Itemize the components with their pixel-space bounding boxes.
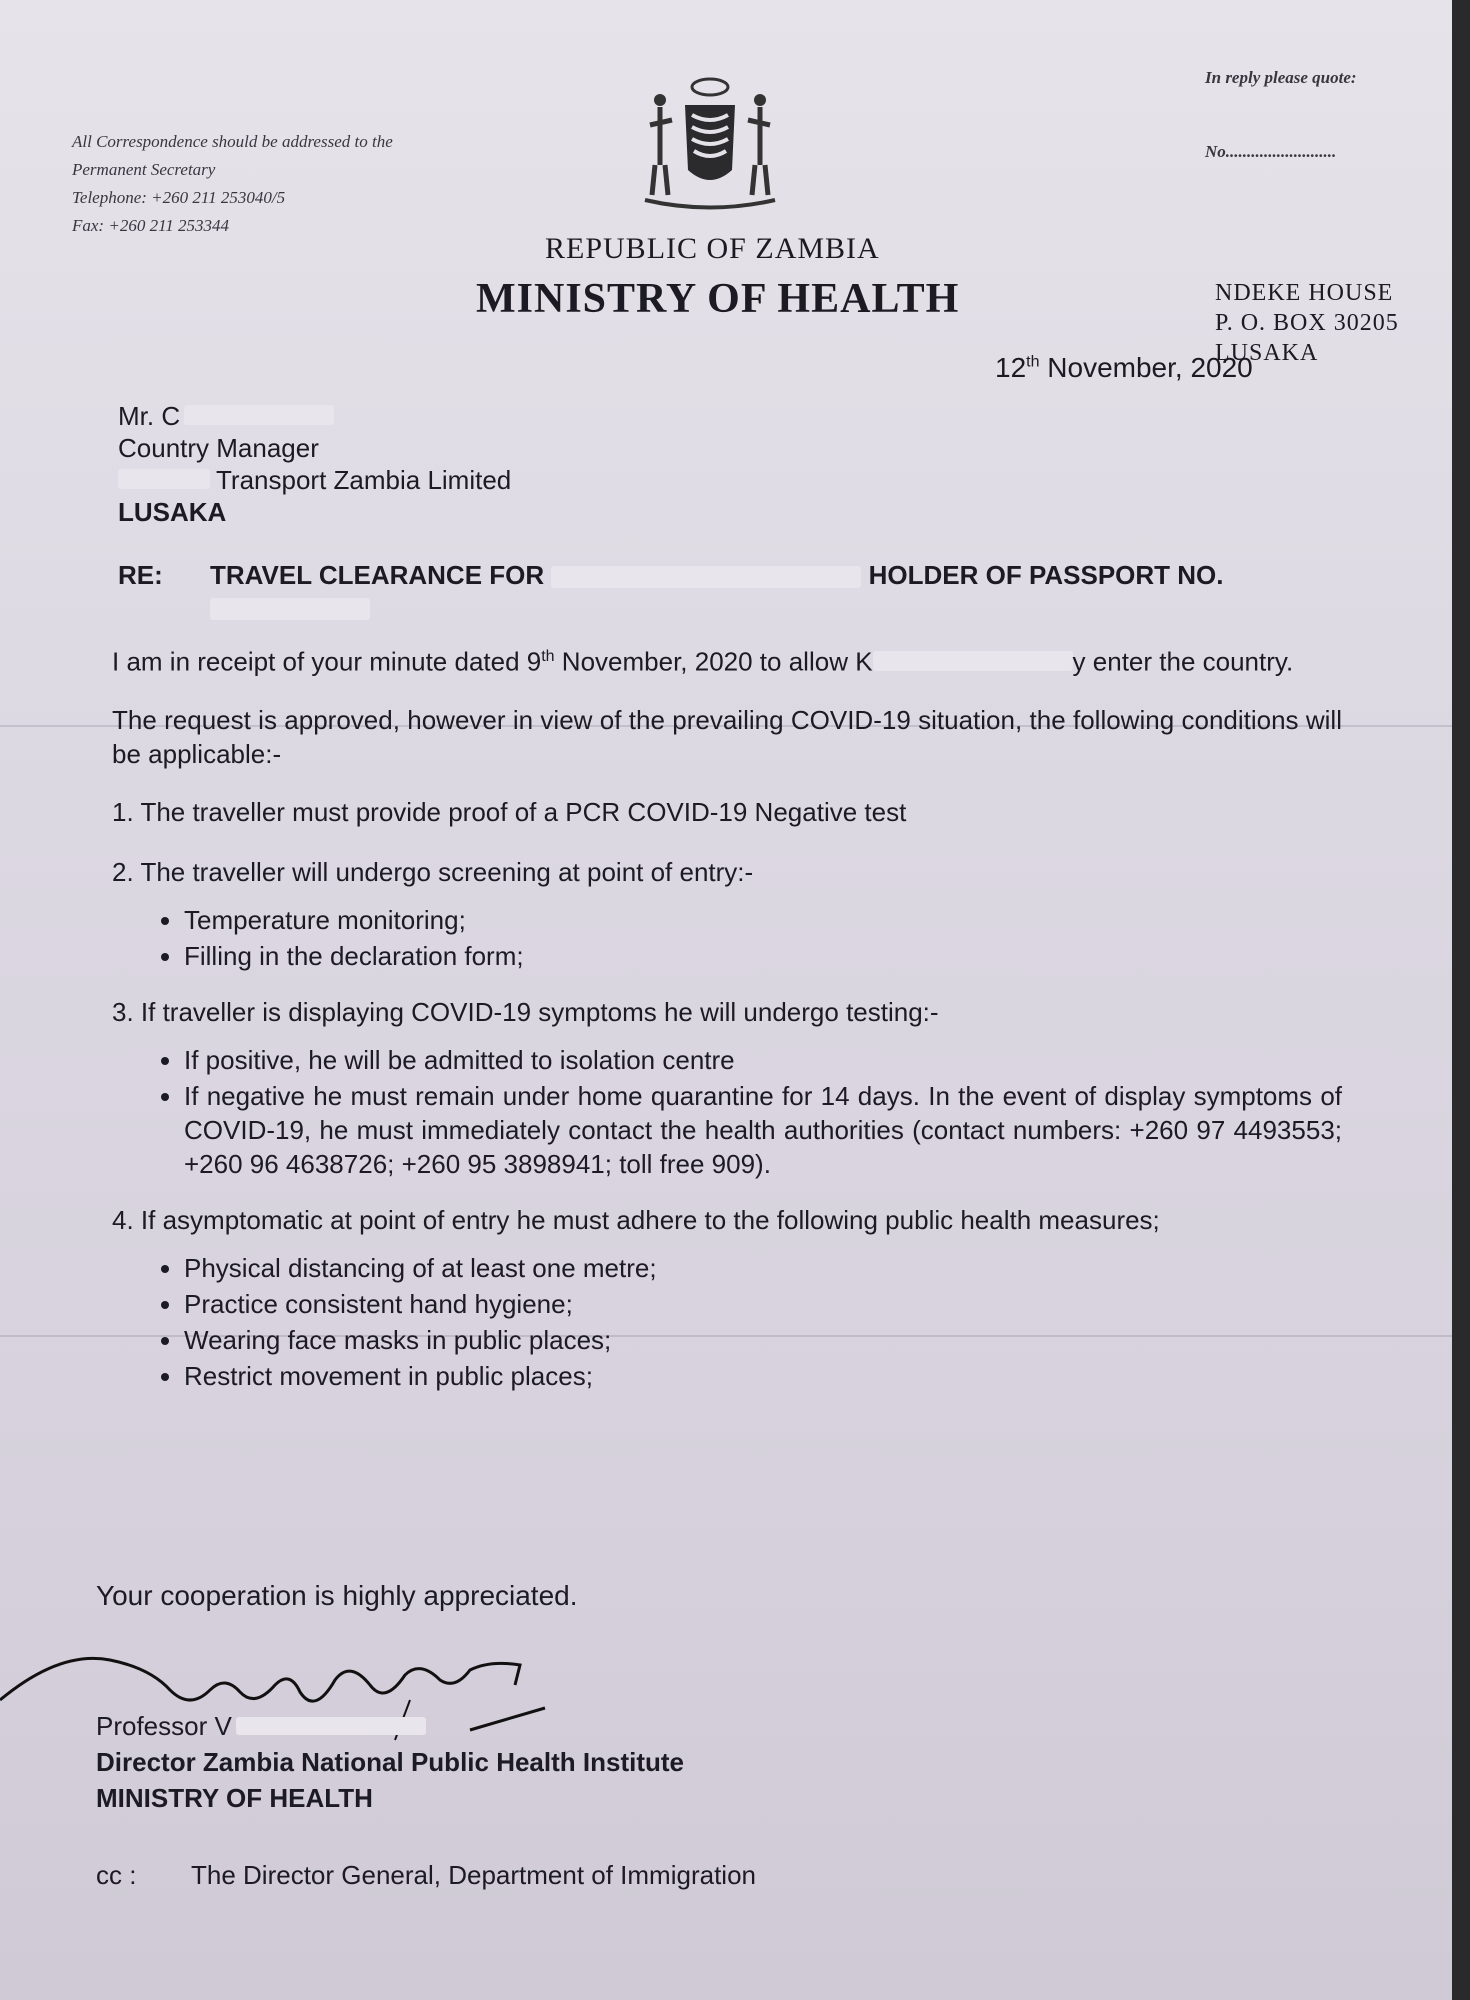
list-item: • If negative he must remain under home quarantine for 14 days. In the event of display symptoms of COVID-19, he must immediately contact the health authorities (contact numbers: +260 97 4493553; +260 96 4638726; +260 95 3898941; toll free 909). <box>184 1079 1342 1181</box>
coat-of-arms-icon <box>640 75 780 215</box>
address-line: NDEKE HOUSE <box>1215 280 1394 306</box>
subject-label: RE: <box>118 560 163 590</box>
page-edge <box>1452 0 1470 2000</box>
recipient-company: Transport Zambia Limited <box>216 465 512 495</box>
condition-3: 3. If traveller is displaying COVID-19 symptoms he will undergo testing:- <box>112 996 939 1027</box>
paragraph-receipt: I am in receipt of your minute dated 9th November, 2020 to allow K y enter the country. <box>112 646 1294 677</box>
paragraph-approval: The request is approved, however in view of the prevailing COVID-19 situation, the following conditions will be applicable:- <box>112 704 1342 769</box>
cc-text: The Director General, Department of Immigration <box>191 1860 756 1890</box>
redaction <box>551 566 861 588</box>
list-item: • Wearing face masks in public places; <box>184 1323 1342 1357</box>
reference-number: No.......................... <box>1205 142 1337 161</box>
date-rest: November, 2020 <box>1039 352 1253 383</box>
correspondence-block <box>72 128 393 240</box>
fax-line: Fax: +260 211 253344 <box>72 216 230 235</box>
cc-label: cc : <box>96 1860 137 1890</box>
cc-line <box>96 1860 756 1891</box>
signer-block <box>96 1708 684 1816</box>
address-line: LUSAKA <box>1215 340 1319 366</box>
list-item: • Filling in the declaration form; <box>184 939 1342 973</box>
address-line: P. O. BOX 30205 <box>1215 310 1399 336</box>
list-item: • Physical distancing of at least one metre; <box>184 1251 1342 1285</box>
correspondence-line: Permanent Secretary <box>72 160 216 179</box>
condition-1: 1. The traveller must provide proof of a PCR COVID-19 Negative test <box>112 796 907 827</box>
condition-3-list <box>112 1043 1342 1181</box>
closing-line: Your cooperation is highly appreciated. <box>96 1580 578 1611</box>
signer-org: MINISTRY OF HEALTH <box>96 1783 373 1813</box>
redaction <box>184 405 334 425</box>
subject-line <box>118 560 1224 591</box>
recipient-block <box>118 400 511 528</box>
redaction <box>236 1717 426 1735</box>
condition-4-list <box>112 1251 1342 1393</box>
correspondence-line: All Correspondence should be addressed to the <box>72 132 393 151</box>
signer-name: Professor V <box>96 1711 232 1741</box>
list-item: • If positive, he will be admitted to isolation centre <box>184 1043 1342 1077</box>
recipient-title: Country Manager <box>118 433 319 463</box>
signer-role: Director Zambia National Public Health Institute <box>96 1747 684 1777</box>
redaction <box>118 469 210 489</box>
letter-date <box>995 352 1253 384</box>
recipient-city: LUSAKA <box>118 497 227 527</box>
republic-heading: REPUBLIC OF ZAMBIA <box>545 232 880 265</box>
date-day: 12 <box>995 352 1027 383</box>
condition-2: 2. The traveller will undergo screening at point of entry:- <box>112 856 754 887</box>
list-item: • Practice consistent hand hygiene; <box>184 1287 1342 1321</box>
letter-body <box>112 640 1342 1395</box>
reply-quote: In reply please quote: <box>1205 68 1357 87</box>
recipient-name: Mr. C <box>118 401 181 431</box>
condition-4: 4. If asymptomatic at point of entry he must adhere to the following public health measures; <box>112 1204 1160 1235</box>
date-suffix: th <box>1026 353 1040 371</box>
redaction <box>873 651 1073 671</box>
condition-2-list <box>112 903 1342 973</box>
subject-text-a: TRAVEL CLEARANCE FOR <box>210 560 545 590</box>
list-item: • Restrict movement in public places; <box>184 1359 1342 1393</box>
subject-text-b: HOLDER OF PASSPORT NO. <box>868 560 1224 590</box>
telephone-line: Telephone: +260 211 253040/5 <box>72 188 286 207</box>
list-item: • Temperature monitoring; <box>184 903 1342 937</box>
redaction <box>210 598 370 620</box>
ministry-heading: MINISTRY OF HEALTH <box>476 276 960 322</box>
